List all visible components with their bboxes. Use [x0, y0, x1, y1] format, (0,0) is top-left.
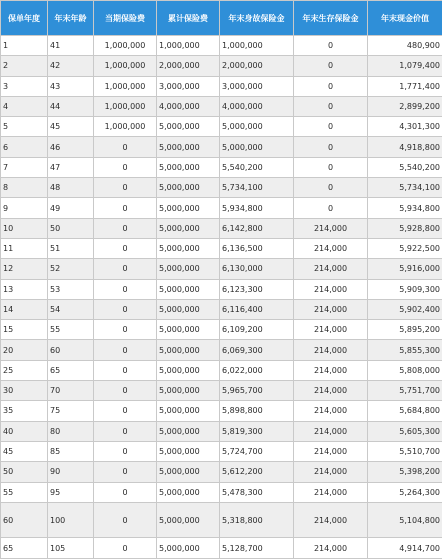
current-premium-cell: 1,000,000 — [94, 96, 157, 116]
current-premium-cell: 0 — [94, 259, 157, 279]
policy-year-cell: 60 — [1, 502, 48, 538]
table-row — [1, 462, 442, 482]
table-row — [1, 76, 442, 96]
header-death-benefit: 年末身故保险金 — [220, 1, 294, 36]
cumulative-premium-cell: 5,000,000 — [157, 421, 220, 441]
current-premium-cell: 0 — [94, 401, 157, 421]
survival-benefit-cell: 214,000 — [294, 462, 368, 482]
year-end-age-cell: 47 — [48, 157, 94, 177]
current-premium-cell: 1,000,000 — [94, 56, 157, 76]
cumulative-premium-cell: 5,000,000 — [157, 538, 220, 559]
survival-benefit-cell: 214,000 — [294, 482, 368, 502]
table-row — [1, 137, 442, 157]
table-row — [1, 401, 442, 421]
cumulative-premium-cell: 2,000,000 — [157, 56, 220, 76]
death-benefit-cell: 1,000,000 — [220, 36, 294, 56]
death-benefit-cell: 4,000,000 — [220, 96, 294, 116]
policy-year-cell: 5 — [1, 117, 48, 137]
survival-benefit-cell: 214,000 — [294, 279, 368, 299]
table-row — [1, 56, 442, 76]
table-row — [1, 36, 442, 56]
survival-benefit-cell: 214,000 — [294, 218, 368, 238]
cash-value-cell: 5,928,800 — [368, 218, 442, 238]
table-row — [1, 360, 442, 380]
table-row — [1, 198, 442, 218]
cash-value-cell: 5,922,500 — [368, 238, 442, 258]
table-row — [1, 320, 442, 340]
year-end-age-cell: 65 — [48, 360, 94, 380]
policy-year-cell: 65 — [1, 538, 48, 559]
year-end-age-cell: 43 — [48, 76, 94, 96]
survival-benefit-cell: 0 — [294, 178, 368, 198]
cash-value-cell: 5,540,200 — [368, 157, 442, 177]
header-cash-value: 年末现金价值 — [368, 1, 442, 36]
table-row — [1, 117, 442, 137]
table-row — [1, 502, 442, 538]
death-benefit-cell: 6,130,000 — [220, 259, 294, 279]
policy-year-cell: 2 — [1, 56, 48, 76]
header-year-end-age: 年末年龄 — [48, 1, 94, 36]
cash-value-cell: 5,684,800 — [368, 401, 442, 421]
cash-value-cell: 2,899,200 — [368, 96, 442, 116]
current-premium-cell: 0 — [94, 502, 157, 538]
table-row — [1, 441, 442, 461]
current-premium-cell: 0 — [94, 178, 157, 198]
policy-year-cell: 45 — [1, 441, 48, 461]
policy-year-cell: 20 — [1, 340, 48, 360]
cumulative-premium-cell: 4,000,000 — [157, 96, 220, 116]
cash-value-cell: 1,079,400 — [368, 56, 442, 76]
policy-year-cell: 11 — [1, 238, 48, 258]
death-benefit-cell: 6,022,000 — [220, 360, 294, 380]
cash-value-cell: 480,900 — [368, 36, 442, 56]
year-end-age-cell: 95 — [48, 482, 94, 502]
cash-value-cell: 5,902,400 — [368, 299, 442, 319]
survival-benefit-cell: 0 — [294, 36, 368, 56]
cash-value-cell: 5,934,800 — [368, 198, 442, 218]
cumulative-premium-cell: 5,000,000 — [157, 238, 220, 258]
survival-benefit-cell: 0 — [294, 157, 368, 177]
year-end-age-cell: 52 — [48, 259, 94, 279]
death-benefit-cell: 5,318,800 — [220, 502, 294, 538]
header-survival-benefit: 年末生存保险金 — [294, 1, 368, 36]
current-premium-cell: 0 — [94, 137, 157, 157]
death-benefit-cell: 5,000,000 — [220, 137, 294, 157]
current-premium-cell: 0 — [94, 218, 157, 238]
current-premium-cell: 0 — [94, 441, 157, 461]
table-row — [1, 482, 442, 502]
year-end-age-cell: 45 — [48, 117, 94, 137]
policy-year-cell: 6 — [1, 137, 48, 157]
table-row — [1, 157, 442, 177]
death-benefit-cell: 5,128,700 — [220, 538, 294, 559]
current-premium-cell: 0 — [94, 279, 157, 299]
current-premium-cell: 0 — [94, 340, 157, 360]
year-end-age-cell: 48 — [48, 178, 94, 198]
death-benefit-cell: 5,724,700 — [220, 441, 294, 461]
year-end-age-cell: 85 — [48, 441, 94, 461]
survival-benefit-cell: 214,000 — [294, 538, 368, 559]
cumulative-premium-cell: 5,000,000 — [157, 482, 220, 502]
year-end-age-cell: 51 — [48, 238, 94, 258]
policy-year-cell: 15 — [1, 320, 48, 340]
cumulative-premium-cell: 5,000,000 — [157, 360, 220, 380]
cash-value-cell: 5,909,300 — [368, 279, 442, 299]
current-premium-cell: 0 — [94, 482, 157, 502]
cumulative-premium-cell: 5,000,000 — [157, 401, 220, 421]
survival-benefit-cell: 0 — [294, 76, 368, 96]
cumulative-premium-cell: 5,000,000 — [157, 381, 220, 401]
cumulative-premium-cell: 5,000,000 — [157, 340, 220, 360]
survival-benefit-cell: 0 — [294, 137, 368, 157]
cumulative-premium-cell: 5,000,000 — [157, 198, 220, 218]
cash-value-cell: 5,808,000 — [368, 360, 442, 380]
year-end-age-cell: 50 — [48, 218, 94, 238]
death-benefit-cell: 5,000,000 — [220, 117, 294, 137]
death-benefit-cell: 6,123,300 — [220, 279, 294, 299]
policy-year-cell: 55 — [1, 482, 48, 502]
survival-benefit-cell: 214,000 — [294, 441, 368, 461]
death-benefit-cell: 6,142,800 — [220, 218, 294, 238]
cumulative-premium-cell: 3,000,000 — [157, 76, 220, 96]
year-end-age-cell: 90 — [48, 462, 94, 482]
death-benefit-cell: 5,934,800 — [220, 198, 294, 218]
year-end-age-cell: 41 — [48, 36, 94, 56]
policy-year-cell: 35 — [1, 401, 48, 421]
cumulative-premium-cell: 5,000,000 — [157, 502, 220, 538]
table-row — [1, 299, 442, 319]
survival-benefit-cell: 0 — [294, 56, 368, 76]
death-benefit-cell: 5,965,700 — [220, 381, 294, 401]
death-benefit-cell: 6,116,400 — [220, 299, 294, 319]
survival-benefit-cell: 0 — [294, 96, 368, 116]
death-benefit-cell: 5,819,300 — [220, 421, 294, 441]
year-end-age-cell: 53 — [48, 279, 94, 299]
table-row — [1, 279, 442, 299]
year-end-age-cell: 54 — [48, 299, 94, 319]
cash-value-cell: 4,914,700 — [368, 538, 442, 559]
table-row — [1, 218, 442, 238]
current-premium-cell: 0 — [94, 381, 157, 401]
cash-value-cell: 5,855,300 — [368, 340, 442, 360]
policy-year-cell: 3 — [1, 76, 48, 96]
policy-year-cell: 8 — [1, 178, 48, 198]
current-premium-cell: 0 — [94, 238, 157, 258]
cumulative-premium-cell: 5,000,000 — [157, 137, 220, 157]
policy-year-cell: 12 — [1, 259, 48, 279]
survival-benefit-cell: 214,000 — [294, 502, 368, 538]
policy-year-cell: 30 — [1, 381, 48, 401]
table-row — [1, 96, 442, 116]
table-row — [1, 421, 442, 441]
current-premium-cell: 1,000,000 — [94, 117, 157, 137]
header-cumulative-premium: 累计保险费 — [157, 1, 220, 36]
survival-benefit-cell: 0 — [294, 198, 368, 218]
cumulative-premium-cell: 5,000,000 — [157, 441, 220, 461]
policy-year-cell: 14 — [1, 299, 48, 319]
survival-benefit-cell: 214,000 — [294, 320, 368, 340]
current-premium-cell: 0 — [94, 198, 157, 218]
year-end-age-cell: 55 — [48, 320, 94, 340]
year-end-age-cell: 75 — [48, 401, 94, 421]
current-premium-cell: 0 — [94, 299, 157, 319]
cash-value-cell: 5,264,300 — [368, 482, 442, 502]
cumulative-premium-cell: 5,000,000 — [157, 117, 220, 137]
cash-value-cell: 5,751,700 — [368, 381, 442, 401]
current-premium-cell: 0 — [94, 421, 157, 441]
cumulative-premium-cell: 5,000,000 — [157, 320, 220, 340]
cumulative-premium-cell: 5,000,000 — [157, 462, 220, 482]
current-premium-cell: 0 — [94, 538, 157, 559]
survival-benefit-cell: 214,000 — [294, 259, 368, 279]
policy-year-cell: 50 — [1, 462, 48, 482]
death-benefit-cell: 2,000,000 — [220, 56, 294, 76]
year-end-age-cell: 44 — [48, 96, 94, 116]
death-benefit-cell: 5,612,200 — [220, 462, 294, 482]
cash-value-cell: 1,771,400 — [368, 76, 442, 96]
current-premium-cell: 0 — [94, 157, 157, 177]
death-benefit-cell: 3,000,000 — [220, 76, 294, 96]
policy-year-cell: 4 — [1, 96, 48, 116]
year-end-age-cell: 42 — [48, 56, 94, 76]
table-row — [1, 238, 442, 258]
death-benefit-cell: 6,069,300 — [220, 340, 294, 360]
policy-year-cell: 7 — [1, 157, 48, 177]
cash-value-cell: 5,734,100 — [368, 178, 442, 198]
policy-year-cell: 10 — [1, 218, 48, 238]
cash-value-cell: 5,916,000 — [368, 259, 442, 279]
header-policy-year: 保单年度 — [1, 1, 48, 36]
cumulative-premium-cell: 5,000,000 — [157, 178, 220, 198]
table-row — [1, 259, 442, 279]
current-premium-cell: 0 — [94, 360, 157, 380]
cash-value-cell: 5,895,200 — [368, 320, 442, 340]
cash-value-cell: 5,605,300 — [368, 421, 442, 441]
cash-value-cell: 5,398,200 — [368, 462, 442, 482]
death-benefit-cell: 5,540,200 — [220, 157, 294, 177]
survival-benefit-cell: 214,000 — [294, 381, 368, 401]
current-premium-cell: 0 — [94, 320, 157, 340]
table-row — [1, 340, 442, 360]
year-end-age-cell: 105 — [48, 538, 94, 559]
table-header-row — [1, 1, 442, 36]
year-end-age-cell: 70 — [48, 381, 94, 401]
table-row — [1, 178, 442, 198]
survival-benefit-cell: 214,000 — [294, 360, 368, 380]
cumulative-premium-cell: 5,000,000 — [157, 218, 220, 238]
year-end-age-cell: 60 — [48, 340, 94, 360]
year-end-age-cell: 49 — [48, 198, 94, 218]
cumulative-premium-cell: 5,000,000 — [157, 279, 220, 299]
cumulative-premium-cell: 5,000,000 — [157, 259, 220, 279]
table-row — [1, 381, 442, 401]
cumulative-premium-cell: 5,000,000 — [157, 299, 220, 319]
current-premium-cell: 1,000,000 — [94, 36, 157, 56]
header-current-premium: 当期保险费 — [94, 1, 157, 36]
current-premium-cell: 1,000,000 — [94, 76, 157, 96]
survival-benefit-cell: 214,000 — [294, 421, 368, 441]
year-end-age-cell: 46 — [48, 137, 94, 157]
policy-year-cell: 13 — [1, 279, 48, 299]
policy-year-cell: 25 — [1, 360, 48, 380]
cash-value-cell: 4,301,300 — [368, 117, 442, 137]
policy-year-cell: 40 — [1, 421, 48, 441]
survival-benefit-cell: 214,000 — [294, 401, 368, 421]
policy-year-cell: 9 — [1, 198, 48, 218]
death-benefit-cell: 6,109,200 — [220, 320, 294, 340]
year-end-age-cell: 80 — [48, 421, 94, 441]
survival-benefit-cell: 214,000 — [294, 299, 368, 319]
year-end-age-cell: 100 — [48, 502, 94, 538]
table-row — [1, 538, 442, 559]
survival-benefit-cell: 214,000 — [294, 340, 368, 360]
policy-year-cell: 1 — [1, 36, 48, 56]
survival-benefit-cell: 214,000 — [294, 238, 368, 258]
cumulative-premium-cell: 1,000,000 — [157, 36, 220, 56]
death-benefit-cell: 6,136,500 — [220, 238, 294, 258]
cash-value-cell: 5,104,800 — [368, 502, 442, 538]
cash-value-cell: 5,510,700 — [368, 441, 442, 461]
death-benefit-cell: 5,898,800 — [220, 401, 294, 421]
cash-value-cell: 4,918,800 — [368, 137, 442, 157]
current-premium-cell: 0 — [94, 462, 157, 482]
table-body — [1, 36, 442, 559]
death-benefit-cell: 5,734,100 — [220, 178, 294, 198]
survival-benefit-cell: 0 — [294, 117, 368, 137]
cumulative-premium-cell: 5,000,000 — [157, 157, 220, 177]
death-benefit-cell: 5,478,300 — [220, 482, 294, 502]
